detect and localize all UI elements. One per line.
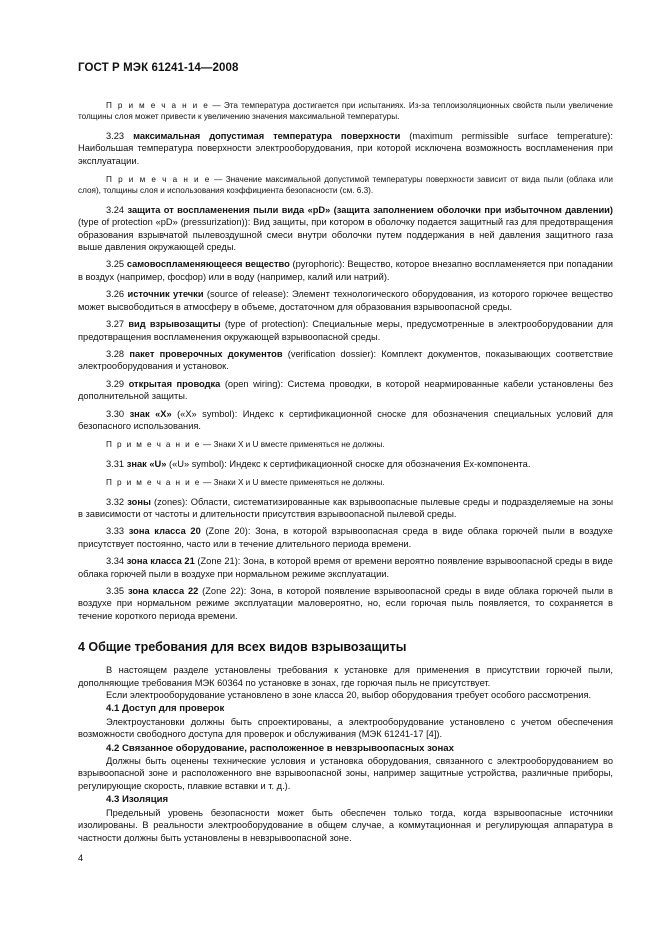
term-3-30 — [78, 408, 613, 433]
term-text: (verification dossier): Комплект документов, показывающих соответствие электрооборудования и установок. — [78, 348, 614, 372]
section-4-paragraph-1: В настоящем разделе установлены требования к установке для применения в присутствии горючей пыли, дополняющие требования МЭК 60364 по установке в зонах, где горючая пыль не присутствует. — [78, 665, 613, 688]
subsection-4-3-heading: 4.3 Изоляция — [106, 794, 169, 806]
term-text: (Zone 22): Зона, в которой появление взрывоопасной среды в виде облака горючей пыли в воздухе при нормальном режиме эксплуатации маловероятно, но, если горючая пыль появляется, то сохраняется в течение короткого периода времени. — [78, 586, 613, 621]
term-name: зоны — [127, 496, 151, 507]
term-name: знак «X» — [129, 408, 172, 419]
term-number: 3.35 — [106, 586, 125, 596]
note-text: — Знаки X и U вместе применяться не должны. — [200, 478, 385, 488]
term-text: (type of protection): Специальные меры, предусмотренные в электрооборудовании для предотвращения воспламенения окружающей взрывоопасной среды. — [78, 319, 613, 342]
term-number: 3.28 — [106, 348, 125, 359]
term-number: 3.26 — [106, 289, 125, 300]
note-3 — [78, 439, 613, 450]
term-text: (pyrophoric): Вещество, которое внезапно воспламеняется при попадании в воздух (например, фосфор) или в воду (например, калий или натрий). — [78, 259, 613, 282]
term-text: (zones): Области, систематизированные как взрывоопасные пылевые среды и подразделяемые на зоны в зависимости от частоты и длительности присутствия взрывоопасной пылевой среды. — [78, 496, 614, 519]
term-text: (type of protection «pD» (pressurization)): Вид защиты, при котором в оболочку подается защитный газ для предотвращения образования взрывчатой пылевоздушной смеси внутри оболочки путем поддержания в ней давления защитного газа выше давления окружающей среды. — [78, 217, 613, 253]
term-name: защита от воспламенения пыли вида «pD» (защита заполнением оболочки при избыточном давлении) — [127, 204, 613, 215]
term-3-25 — [78, 258, 613, 283]
note-label: П р и м е ч а н и е — [106, 478, 201, 488]
term-3-24 — [78, 204, 613, 254]
term-3-31 — [78, 458, 613, 470]
term-text: (maximum permissible surface temperature): Наибольшая температура поверхности электрооборудования, при которой исключена возможность воспламенения при эксплуатации. — [78, 130, 613, 166]
term-text: («U» symbol): Индекс к сертификационной сноске для обозначения Ex-компонента. — [166, 458, 531, 469]
note-1 — [78, 100, 613, 123]
section-4-paragraph-2: Если электрооборудование установлено в зоне класса 20, выбор оборудования требует особого рассмотрения. — [106, 690, 592, 701]
subsection-4-3-text: Предельный уровень безопасности может быть обеспечен только тогда, когда взрывоопасные источники изолированы. В реальности электрооборудование в общем случае, а коммутационная и регулирующая аппаратура в частности должны быть установлены в невзрывоопасной зоне. — [78, 807, 613, 843]
term-number: 3.25 — [106, 259, 125, 270]
term-name: самовоспламеняющееся вещество — [126, 259, 290, 270]
document-header: ГОСТ Р МЭК 61241-14—2008 — [78, 62, 239, 74]
term-3-33 — [78, 525, 613, 550]
note-label: П р и м е ч а н и е — [106, 440, 201, 450]
page-number: 4 — [78, 853, 84, 863]
term-3-28 — [78, 348, 613, 373]
term-text: (Zone 20): Зона, в которой взрывоопасная среда в виде облака горючей пыли в воздухе присутствует постоянно, часто или в течение длительного периода времени. — [78, 526, 613, 549]
term-3-27 — [78, 318, 613, 343]
term-name: максимальная допустимая температура поверхности — [133, 130, 401, 141]
note-text: — Эта температура достигается при испытаниях. Из-за теплоизоляционных свойств пыли увеличение толщины слоя может привести к увеличению значения максимальной температуры. — [78, 101, 613, 122]
term-3-32 — [78, 496, 613, 521]
term-number: 3.34 — [106, 556, 125, 567]
term-name: источник утечки — [127, 289, 204, 300]
note-label: П р и м е ч а н и е — [106, 175, 211, 185]
term-number: 3.32 — [106, 496, 125, 507]
subsection-4-1-text: Электроустановки должны быть спроектированы, а электрооборудование установлено с учетом обеспечения возможности свободного доступа для проверок и обслуживания (МЭК 61241-17 [4]). — [78, 716, 613, 740]
term-name: открытая проводка — [128, 378, 221, 389]
term-name: знак «U» — [126, 458, 167, 469]
term-name: пакет проверочных документов — [129, 348, 283, 359]
term-number: 3.23 — [106, 130, 125, 141]
subsection-4-2-heading: 4.2 Связанное оборудование, расположенное в невзрывоопасных зонах — [106, 742, 454, 754]
section-4-heading: 4 Общие требования для всех видов взрывозащиты — [78, 640, 407, 655]
note-text: — Знаки X и U вместе применяться не должны. — [200, 440, 385, 450]
term-name: вид взрывозащиты — [128, 319, 221, 330]
term-number: 3.31 — [106, 458, 125, 469]
term-name: зона класса 20 — [128, 526, 201, 537]
term-text: (open wiring): Система проводки, в которой неармированные кабели установлены без дополнительной защиты. — [78, 378, 613, 402]
term-text: (source of release): Элемент технологического оборудования, из которого горючее вещество может высвободиться в атмосферу в объеме, достаточном для образования взрывоопасной среды. — [78, 289, 613, 312]
term-3-23 — [78, 130, 613, 167]
note-2 — [78, 174, 613, 197]
note-4 — [78, 477, 613, 488]
term-name: зона класса 22 — [127, 586, 199, 596]
term-3-34 — [78, 555, 613, 580]
term-number: 3.27 — [106, 319, 125, 330]
note-label: П р и м е ч а н и е — [106, 101, 210, 110]
term-number: 3.30 — [106, 408, 125, 419]
term-number: 3.29 — [106, 378, 125, 389]
document-page — [78, 62, 613, 844]
note-text: — Значение максимальной допустимой температуры поверхности зависит от вида пыли (облака или слоя), толщины слоя и использования коэффициента безопасности (см. 6.3). — [78, 175, 613, 196]
term-3-26 — [78, 288, 613, 313]
term-3-29 — [78, 378, 613, 403]
subsection-4-2-text: Должны быть оценены технические условия и установка оборудования, связанного с электрооборудованием во взрывоопасной зоне и расположенного вне взрывоопасной зоны, например защитные устройства, различные приборы, регулирующие скорость, плавкие вставки и т. д.). — [78, 756, 613, 791]
subsection-4-1-heading: 4.1 Доступ для проверок — [106, 703, 225, 715]
term-number: 3.33 — [106, 526, 125, 537]
term-number: 3.24 — [106, 204, 125, 215]
term-3-35 — [78, 585, 613, 622]
term-text: (Zone 21): Зона, в которой время от времени вероятно появление взрывоопасной среды в виде облака горючей пыли в воздухе при нормальном режиме эксплуатации. — [78, 556, 613, 579]
term-text: («X» symbol): Индекс к сертификационной сноске для обозначения специальных условий для безопасного использования. — [78, 408, 613, 431]
term-name: зона класса 21 — [126, 556, 195, 567]
